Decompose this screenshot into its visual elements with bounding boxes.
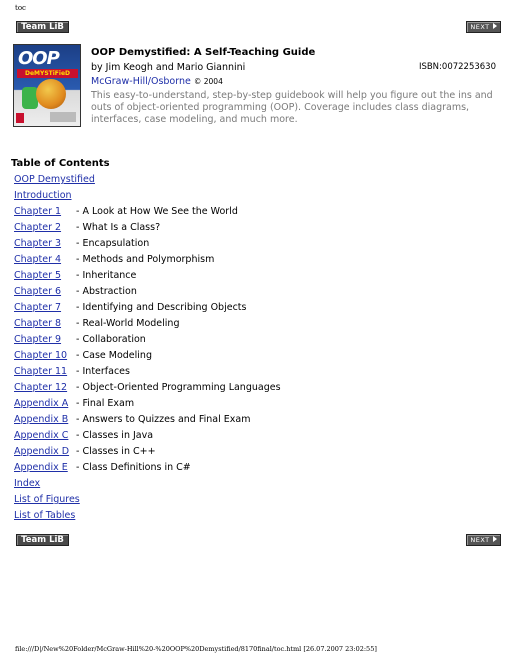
toc-heading: Table of Contents	[11, 158, 110, 169]
next-button[interactable]	[466, 534, 501, 546]
toc-item-link[interactable]: Chapter 6	[14, 286, 62, 297]
toc-item-link[interactable]: Chapter 9	[14, 334, 62, 345]
toc-item	[14, 285, 494, 301]
toc-item-link[interactable]: Chapter 5	[14, 270, 62, 281]
toc-item	[14, 205, 494, 221]
toc-item	[14, 477, 494, 493]
toc-item-link[interactable]: Appendix C	[14, 430, 69, 441]
top-nav-bar	[16, 21, 501, 33]
toc-item	[14, 381, 494, 397]
toc-item-link[interactable]: Appendix B	[14, 414, 69, 425]
team-lib-button[interactable]: Team LiB	[16, 534, 69, 546]
toc-item	[14, 317, 494, 333]
next-arrow-icon	[493, 23, 497, 29]
toc-item-link[interactable]: Appendix D	[14, 446, 70, 457]
toc-item	[14, 301, 494, 317]
toc-item	[14, 365, 494, 381]
toc-item	[14, 397, 494, 413]
cover-authors-block	[50, 112, 76, 122]
toc-item	[14, 349, 494, 365]
toc-item-title: Final Exam	[82, 398, 135, 409]
toc-item	[14, 333, 494, 349]
toc-item-separator: -	[70, 398, 83, 409]
toc-item	[14, 189, 494, 205]
toc-item-link[interactable]: Chapter 11	[14, 366, 68, 377]
toc-item-link[interactable]: Introduction	[14, 190, 72, 201]
toc-item-separator: -	[70, 222, 83, 233]
toc-item	[14, 413, 494, 429]
toc-item	[14, 253, 494, 269]
toc-item-title: Inheritance	[82, 270, 137, 281]
toc-item-separator: -	[70, 430, 83, 441]
toc-item-link[interactable]: Chapter 12	[14, 382, 68, 393]
publisher-link[interactable]: McGraw-Hill/Osborne	[91, 76, 191, 87]
toc-item-title: Object-Oriented Programming Languages	[82, 382, 281, 393]
toc-item	[14, 221, 494, 237]
toc-item-link[interactable]: List of Tables	[14, 510, 76, 521]
toc-item-link[interactable]: Chapter 2	[14, 222, 62, 233]
cover-title: OOP	[18, 48, 59, 69]
toc-item-title: Interfaces	[82, 366, 130, 377]
page-label: toc	[15, 4, 26, 12]
toc-item	[14, 237, 494, 253]
cover-subtitle: DeMYSTiFieD	[17, 69, 78, 78]
toc-item-link[interactable]: Chapter 7	[14, 302, 62, 313]
team-lib-button[interactable]: Team LiB	[16, 21, 69, 33]
toc-item	[14, 445, 494, 461]
next-label: NEXT	[470, 536, 490, 544]
toc-item-title: Answers to Quizzes and Final Exam	[82, 414, 251, 425]
publisher-line	[91, 76, 223, 87]
book-cover-image	[13, 44, 81, 127]
toc-item-title: Class Definitions in C#	[82, 462, 191, 473]
toc-item	[14, 173, 494, 189]
book-title: OOP Demystified: A Self-Teaching Guide	[91, 47, 316, 58]
next-arrow-icon	[493, 536, 497, 542]
toc-item-separator: -	[70, 238, 83, 249]
toc-item-title: What Is a Class?	[82, 222, 161, 233]
toc-item-separator: -	[70, 334, 83, 345]
toc-item-title: Identifying and Describing Objects	[82, 302, 247, 313]
toc-item-separator: -	[70, 318, 83, 329]
toc-item-link[interactable]: List of Figures	[14, 494, 80, 505]
toc-item-link[interactable]: Chapter 8	[14, 318, 62, 329]
toc-item	[14, 493, 494, 509]
toc-item-separator: -	[70, 286, 83, 297]
toc-item-separator: -	[70, 302, 83, 313]
book-authors: by Jim Keogh and Mario Giannini	[91, 62, 246, 73]
toc-item	[14, 269, 494, 285]
publisher-logo-icon	[16, 113, 24, 123]
toc-item-title: A Look at How We See the World	[82, 206, 238, 217]
toc-item-title: Real-World Modeling	[82, 318, 180, 329]
toc-item-link[interactable]: Chapter 4	[14, 254, 62, 265]
toc-item-separator: -	[70, 270, 83, 281]
cover-illustration-globe	[36, 79, 66, 109]
toc-item-separator: -	[70, 366, 83, 377]
toc-item-link[interactable]: Appendix E	[14, 462, 68, 473]
publication-year: © 2004	[193, 77, 223, 86]
toc-item-link[interactable]: OOP Demystified	[14, 174, 95, 185]
toc-item-separator: -	[70, 382, 83, 393]
toc-item-title: Classes in C++	[82, 446, 156, 457]
toc-item-separator: -	[70, 414, 83, 425]
toc-item-link[interactable]: Chapter 10	[14, 350, 68, 361]
toc-item-title: Methods and Polymorphism	[82, 254, 215, 265]
toc-item	[14, 429, 494, 445]
toc-item-title: Encapsulation	[82, 238, 150, 249]
toc-item-separator: -	[70, 446, 83, 457]
toc-item-link[interactable]: Chapter 1	[14, 206, 62, 217]
toc-item-separator: -	[70, 462, 83, 473]
toc-item-separator: -	[70, 350, 83, 361]
toc-item-title: Abstraction	[82, 286, 137, 297]
toc-item	[14, 461, 494, 477]
toc-item-separator: -	[70, 254, 83, 265]
toc-item-title: Collaboration	[82, 334, 146, 345]
toc-item	[14, 509, 494, 525]
toc-item-title: Classes in Java	[82, 430, 154, 441]
toc-item-link[interactable]: Index	[14, 478, 41, 489]
next-label: NEXT	[470, 23, 490, 31]
next-button[interactable]	[466, 21, 501, 33]
book-description: This easy-to-understand, step-by-step guidebook will help you figure out the ins and outs of object-oriented programming (OOP). Coverage includes class diagrams, interfaces, case modeling, and much more.	[91, 90, 493, 125]
page-footer-path: file:///D|/New%20Folder/McGraw-Hill%20-%20OOP%20Demystified/8170final/toc.html [26.07.2007 23:02:55]	[15, 645, 377, 653]
toc-item-link[interactable]: Appendix A	[14, 398, 69, 409]
toc-item-separator: -	[70, 206, 83, 217]
toc-list	[14, 173, 494, 525]
toc-item-title: Case Modeling	[82, 350, 152, 361]
bottom-nav-bar	[16, 534, 501, 546]
isbn: ISBN:0072253630	[418, 62, 496, 72]
toc-item-link[interactable]: Chapter 3	[14, 238, 62, 249]
